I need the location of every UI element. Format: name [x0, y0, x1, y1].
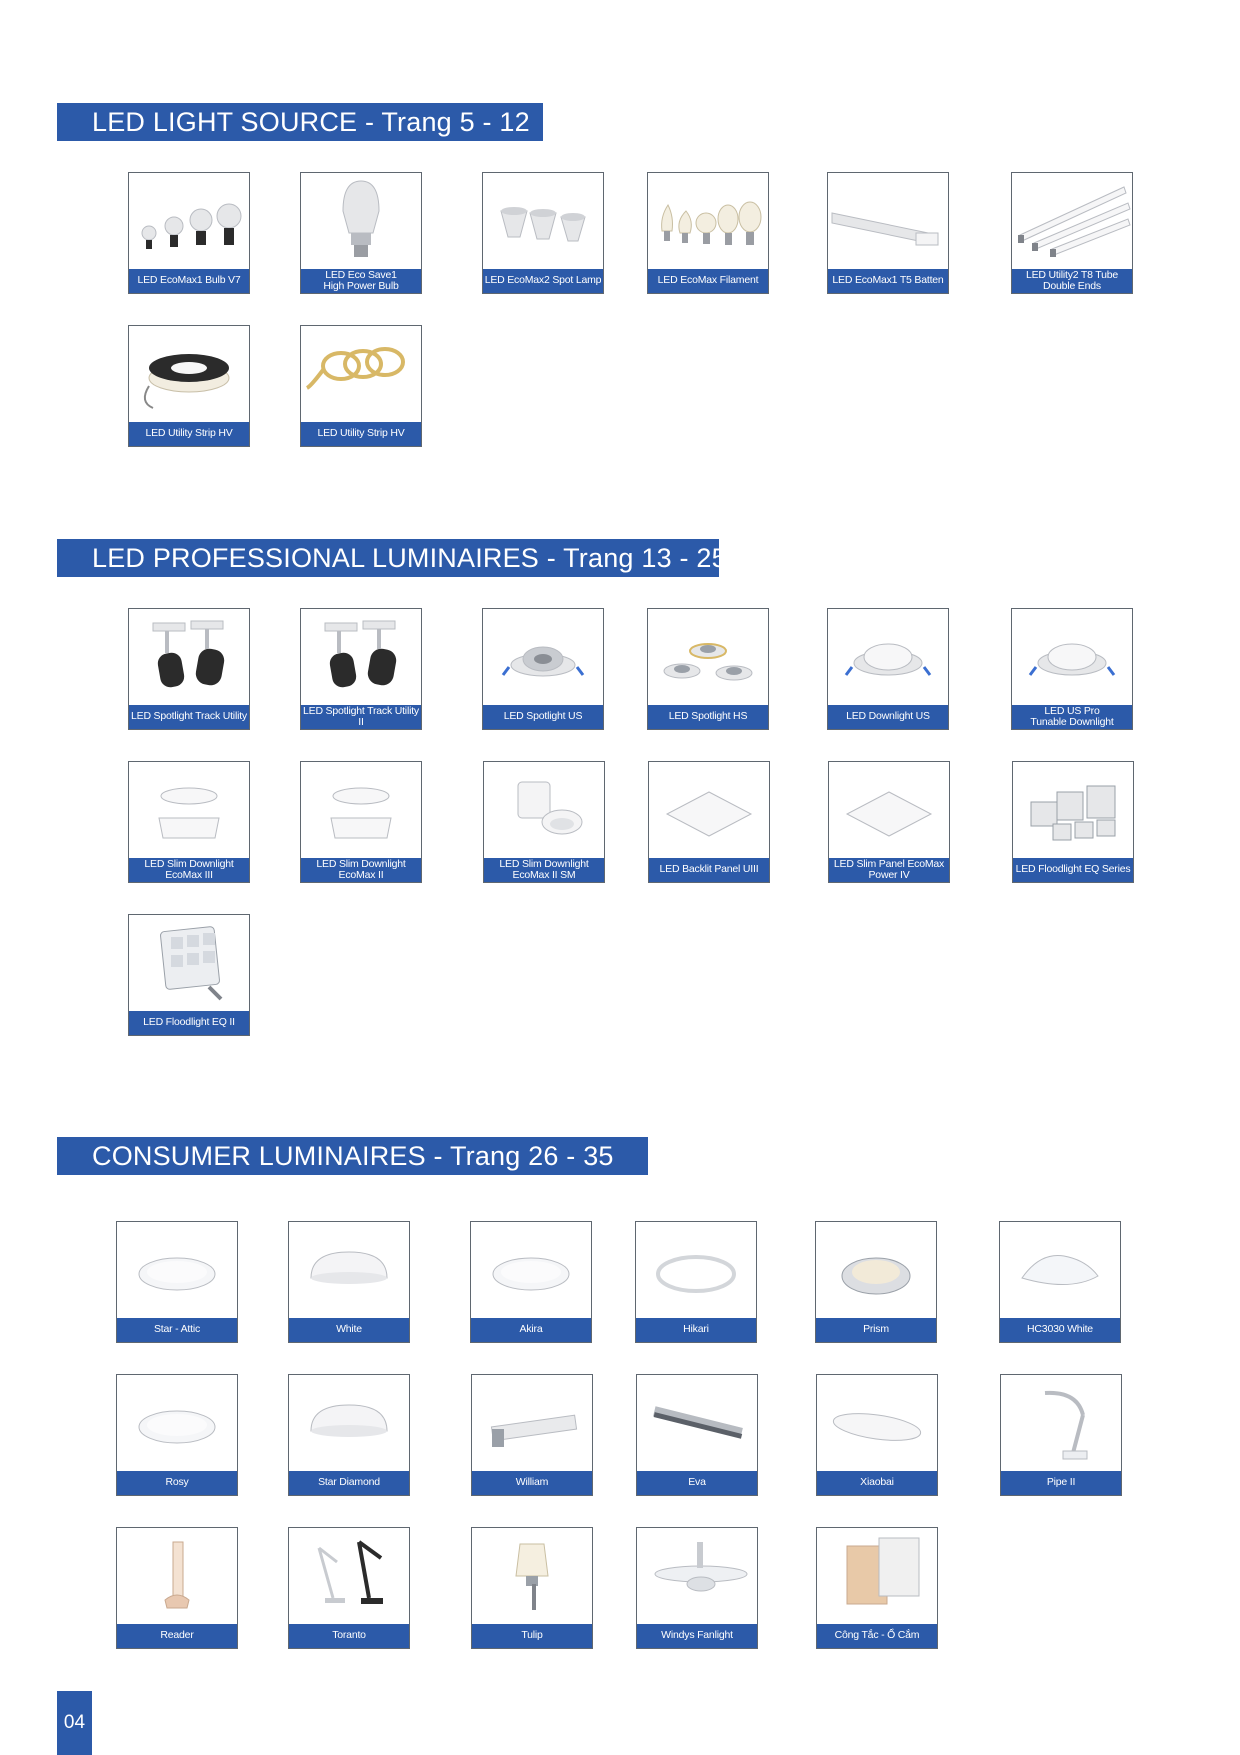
product-label: LED Spotlight US — [483, 705, 603, 729]
product-label: LED EcoMax2 Spot Lamp — [483, 269, 603, 293]
product-label: Star Diamond — [289, 1471, 409, 1495]
floodlight-icon — [129, 915, 249, 1011]
section-header-consumer-luminaires: CONSUMER LUMINAIRES - Trang 26 - 35 — [57, 1137, 648, 1175]
product-label: LED Spotlight Track Utility II — [301, 705, 421, 729]
product-card[interactable] — [648, 761, 770, 883]
product-card[interactable] — [128, 325, 250, 447]
track-light-icon — [301, 609, 421, 705]
product-card[interactable] — [300, 325, 422, 447]
product-label: LED Slim Downlight EcoMax II — [301, 858, 421, 882]
product-label: LED Utility Strip HV — [301, 422, 421, 446]
product-label: Reader — [117, 1624, 237, 1648]
product-card[interactable] — [300, 761, 422, 883]
product-label: Eva — [637, 1471, 757, 1495]
product-card[interactable] — [288, 1374, 410, 1496]
batten-icon — [828, 173, 948, 269]
wall-bar-icon — [472, 1375, 592, 1471]
square-ceiling-icon — [1000, 1222, 1120, 1318]
product-label: Toranto — [289, 1624, 409, 1648]
product-label: White — [289, 1318, 409, 1342]
spotlight-icon — [483, 609, 603, 705]
product-card[interactable] — [635, 1221, 757, 1343]
prism-light-icon — [816, 1222, 936, 1318]
product-card[interactable] — [482, 172, 604, 294]
fan-light-icon — [637, 1528, 757, 1624]
product-label: LED Slim Downlight EcoMax III — [129, 858, 249, 882]
product-label: HC3030 White — [1000, 1318, 1120, 1342]
ring-light-icon — [636, 1222, 756, 1318]
product-card[interactable] — [471, 1527, 593, 1649]
product-label: LED Eco Save1 High Power Bulb — [301, 269, 421, 293]
product-label: Hikari — [636, 1318, 756, 1342]
section-header-professional-luminaires: LED PROFESSIONAL LUMINAIRES - Trang 13 - 25 — [57, 539, 719, 577]
product-label: William — [472, 1471, 592, 1495]
product-label: LED EcoMax1 Bulb V7 — [129, 269, 249, 293]
product-card[interactable] — [1012, 761, 1134, 883]
product-label: Xiaobai — [817, 1471, 937, 1495]
product-label: LED EcoMax1 T5 Batten — [828, 269, 948, 293]
product-label: LED Backlit Panel UIII — [649, 858, 769, 882]
spotlight-group-icon — [648, 609, 768, 705]
ceiling-light-icon — [117, 1222, 237, 1318]
wall-sconce-icon — [472, 1528, 592, 1624]
product-card[interactable] — [647, 608, 769, 730]
product-card[interactable] — [116, 1527, 238, 1649]
mirror-light-icon — [637, 1375, 757, 1471]
product-label: Tulip — [472, 1624, 592, 1648]
product-card[interactable] — [828, 761, 950, 883]
product-label: LED Utility Strip HV — [129, 422, 249, 446]
panel-icon — [649, 762, 769, 858]
product-card[interactable] — [470, 1221, 592, 1343]
tube-icon — [1012, 173, 1132, 269]
dome-light-icon — [289, 1222, 409, 1318]
product-card[interactable] — [128, 608, 250, 730]
product-card[interactable] — [815, 1221, 937, 1343]
downlight-icon — [1012, 609, 1132, 705]
section-header-light-source: LED LIGHT SOURCE - Trang 5 - 12 — [57, 103, 543, 141]
product-card[interactable] — [128, 914, 250, 1036]
product-label: LED EcoMax Filament — [648, 269, 768, 293]
slim-downlight-icon — [301, 762, 421, 858]
product-label: LED Floodlight EQ II — [129, 1011, 249, 1035]
reader-lamp-icon — [117, 1528, 237, 1624]
product-card[interactable] — [816, 1374, 938, 1496]
product-label: LED Slim Panel EcoMax Power IV — [829, 858, 949, 882]
product-card[interactable] — [482, 608, 604, 730]
product-card[interactable] — [1011, 608, 1133, 730]
product-card[interactable] — [1000, 1374, 1122, 1496]
product-card[interactable] — [827, 608, 949, 730]
strip-reel-icon — [129, 326, 249, 422]
product-label: LED Spotlight Track Utility — [129, 705, 249, 729]
product-card[interactable] — [116, 1221, 238, 1343]
product-card[interactable] — [128, 761, 250, 883]
product-card[interactable] — [816, 1527, 938, 1649]
floodlight-group-icon — [1013, 762, 1133, 858]
downlight-icon — [828, 609, 948, 705]
product-label: Star - Attic — [117, 1318, 237, 1342]
product-card[interactable] — [288, 1527, 410, 1649]
product-label: Prism — [816, 1318, 936, 1342]
high-power-bulb-icon — [301, 173, 421, 269]
product-label: LED Spotlight HS — [648, 705, 768, 729]
product-label: Pipe II — [1001, 1471, 1121, 1495]
product-card[interactable] — [128, 172, 250, 294]
product-label: LED Floodlight EQ Series — [1013, 858, 1133, 882]
product-label: Rosy — [117, 1471, 237, 1495]
product-card[interactable] — [116, 1374, 238, 1496]
product-label: Công Tắc - Ổ Cắm — [817, 1624, 937, 1648]
product-card[interactable] — [300, 172, 422, 294]
surface-downlight-icon — [484, 762, 604, 858]
panel-icon — [829, 762, 949, 858]
product-card[interactable] — [827, 172, 949, 294]
product-card[interactable] — [636, 1374, 758, 1496]
track-light-icon — [129, 609, 249, 705]
switch-socket-icon — [817, 1528, 937, 1624]
product-card[interactable] — [999, 1221, 1121, 1343]
ceiling-light-icon — [117, 1375, 237, 1471]
slim-downlight-icon — [129, 762, 249, 858]
desk-lamp-pair-icon — [289, 1528, 409, 1624]
desk-lamp-icon — [1001, 1375, 1121, 1471]
page-number: 04 — [57, 1691, 92, 1755]
product-label: Akira — [471, 1318, 591, 1342]
spot-lamp-icon — [483, 173, 603, 269]
product-label: Windys Fanlight — [637, 1624, 757, 1648]
ceiling-light-icon — [471, 1222, 591, 1318]
product-card[interactable] — [471, 1374, 593, 1496]
product-card[interactable] — [483, 761, 605, 883]
product-card[interactable] — [1011, 172, 1133, 294]
oval-ceiling-icon — [817, 1375, 937, 1471]
product-card[interactable] — [636, 1527, 758, 1649]
bulb-group-icon — [129, 173, 249, 269]
strip-coil-icon — [301, 326, 421, 422]
product-card[interactable] — [288, 1221, 410, 1343]
product-label: LED Downlight US — [828, 705, 948, 729]
product-label: LED Utility2 T8 Tube Double Ends — [1012, 269, 1132, 293]
dome-light-icon — [289, 1375, 409, 1471]
product-card[interactable] — [300, 608, 422, 730]
filament-bulb-icon — [648, 173, 768, 269]
product-label: LED US Pro Tunable Downlight — [1012, 705, 1132, 729]
product-label: LED Slim Downlight EcoMax II SM — [484, 858, 604, 882]
product-card[interactable] — [647, 172, 769, 294]
